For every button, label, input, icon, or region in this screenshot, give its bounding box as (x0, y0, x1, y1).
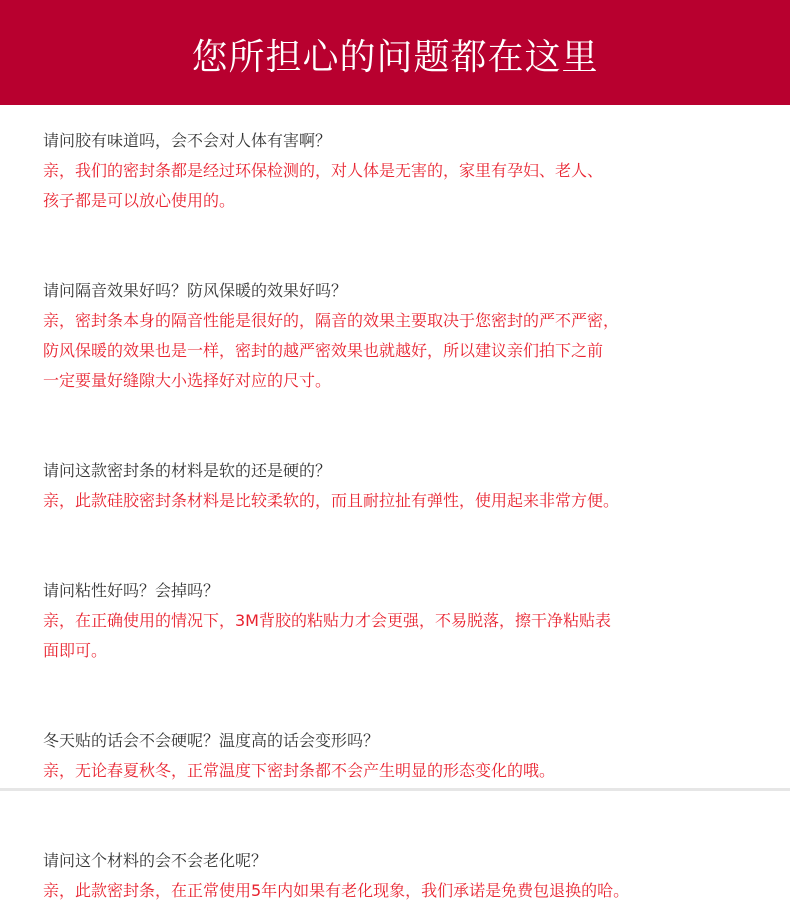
faq-answer-line: 亲，我们的密封条都是经过环保检测的，对人体是无害的，家里有孕妇、老人、 (43, 161, 604, 180)
faq-answer-line: 防风保暖的效果也是一样，密封的越严密效果也就越好，所以建议亲们拍下之前 (43, 341, 604, 360)
faq-answer-line: 面即可。 (43, 641, 108, 660)
faq-item-temperature (43, 726, 773, 786)
faq-item-glue-smell (43, 126, 773, 216)
faq-item-aging (43, 846, 773, 906)
faq-item-soundproofing (43, 276, 773, 396)
faq-question: 请问粘性好吗？会掉吗？ (43, 581, 220, 600)
faq-answer-line: 亲，密封条本身的隔音性能是很好的，隔音的效果主要取决于您密封的严不严密， (43, 311, 620, 330)
faq-answer-line: 亲，此款硅胶密封条材料是比较柔软的，而且耐拉扯有弹性，使用起来非常方便。 (43, 491, 620, 510)
faq-answer-line: 亲，此款密封条，在正常使用5年内如果有老化现象，我们承诺是免费包退换的哈。 (43, 881, 630, 900)
faq-question: 冬天贴的话会不会硬呢？温度高的话会变形吗？ (43, 731, 380, 750)
header-banner (0, 0, 790, 105)
faq-question: 请问隔音效果好吗？防风保暖的效果好吗？ (43, 281, 348, 300)
faq-answer-line: 亲，无论春夏秋冬，正常温度下密封条都不会产生明显的形态变化的哦。 (43, 761, 556, 780)
faq-answer-line: 一定要量好缝隙大小选择好对应的尺寸。 (43, 371, 332, 390)
faq-answer-line: 孩子都是可以放心使用的。 (43, 191, 236, 210)
faq-answer-line: 亲，在正确使用的情况下，3M背胶的粘贴力才会更强，不易脱落，擦干净粘贴表 (43, 611, 611, 630)
faq-question: 请问胶有味道吗，会不会对人体有害啊？ (43, 131, 332, 150)
faq-question: 请问这款密封条的材料是软的还是硬的？ (43, 461, 332, 480)
faq-item-material (43, 456, 773, 516)
faq-question: 请问这个材料的会不会老化呢？ (43, 851, 268, 870)
page-title: 您所担心的问题都在这里 (191, 37, 599, 78)
faq-item-adhesion (43, 576, 773, 666)
